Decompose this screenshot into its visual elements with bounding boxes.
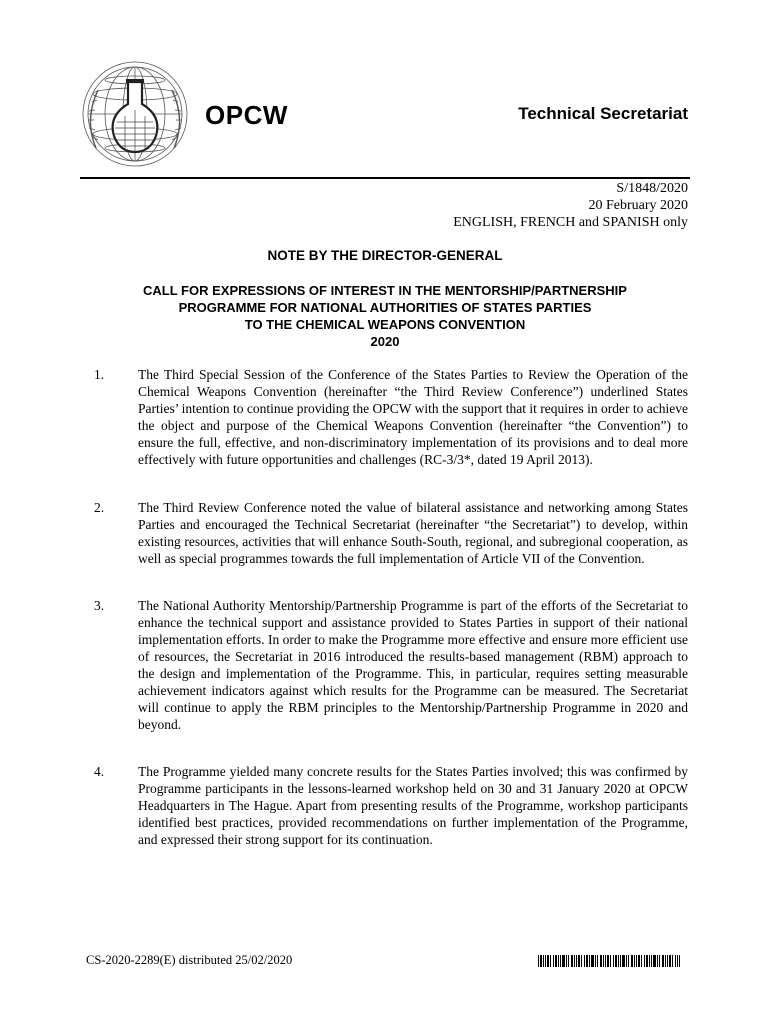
opcw-emblem-logo [78, 60, 192, 168]
paragraph-4 [80, 763, 688, 848]
paragraph-1 [80, 366, 688, 468]
paragraph-number: 3. [94, 598, 105, 613]
org-name: OPCW [205, 100, 288, 130]
paragraph-text: The National Authority Mentorship/Partnership Programme is part of the efforts of the Secretariat to enhance the technical support and assistance provided to States Parties in support of their national implementation efforts. In order to make the Programme more effective and ensure more efficient use of resources, the Secretariat in 2016 introduced the results-based management (RBM) approach to the design and implementation of the Programme. This, in particular, requires setting measurable achievement indicators against which results for the Programme can be measured. The Secretariat will continue to apply the RBM principles to the Mentorship/Partnership Programme in 2020 and beyond. [138, 598, 688, 732]
barcode [538, 955, 680, 967]
document-number: S/1848/2020 [616, 181, 688, 196]
secretariat-name: Technical Secretariat [518, 104, 688, 123]
paragraph-3 [80, 597, 688, 733]
note-title: NOTE BY THE DIRECTOR-GENERAL [267, 248, 503, 263]
paragraph-number: 2. [94, 500, 105, 515]
title-line: TO THE CHEMICAL WEAPONS CONVENTION [244, 317, 526, 332]
title-line: PROGRAMME FOR NATIONAL AUTHORITIES OF STATES PARTIES [178, 300, 592, 315]
document-languages: ENGLISH, FRENCH and SPANISH only [453, 215, 688, 230]
paragraph-number: 4. [94, 764, 105, 779]
paragraph-text: The Programme yielded many concrete results for the States Parties involved; this was confirmed by Programme participants in the lessons-learned workshop held on 30 and 31 January 2020 at OPCW Headquarters in The Hague. Apart from presenting results of the Programme, workshop participants identified best practices, provided recommendations on further implementation of the Programme, and expressed their strong support for its continuation. [138, 764, 688, 847]
document-date: 20 February 2020 [588, 198, 688, 213]
document-meta [453, 180, 688, 231]
paragraph-number: 1. [94, 367, 105, 382]
paragraph-text: The Third Special Session of the Conference of the States Parties to Review the Operation of the Chemical Weapons Convention (hereinafter “the Third Review Conference”) underlined States Parties’ intention to continue providing the OPCW with the support that it requires in order to achieve the object and purpose of the Chemical Weapons Convention (hereinafter “the Convention”) to ensure the full, effective, and non-discriminatory implementation of its provisions and to deal more effectively with future opportunities and challenges (RC-3/3*, dated 19 April 2013). [138, 367, 688, 467]
paragraph-2 [80, 499, 688, 567]
distribution-footer: CS-2020-2289(E) distributed 25/02/2020 [86, 953, 293, 967]
document-title [80, 282, 690, 350]
header-divider [80, 177, 690, 179]
title-year: 2020 [370, 334, 400, 349]
paragraph-text: The Third Review Conference noted the value of bilateral assistance and networking among States Parties and encouraged the Technical Secretariat (hereinafter “the Secretariat”) to develop, within existing resources, activities that will enhance South-South, regional, and subregional cooperation, as well as special programmes towards the full implementation of Article VII of the Convention. [138, 500, 688, 566]
title-line: CALL FOR EXPRESSIONS OF INTEREST IN THE MENTORSHIP/PARTNERSHIP [143, 283, 627, 298]
